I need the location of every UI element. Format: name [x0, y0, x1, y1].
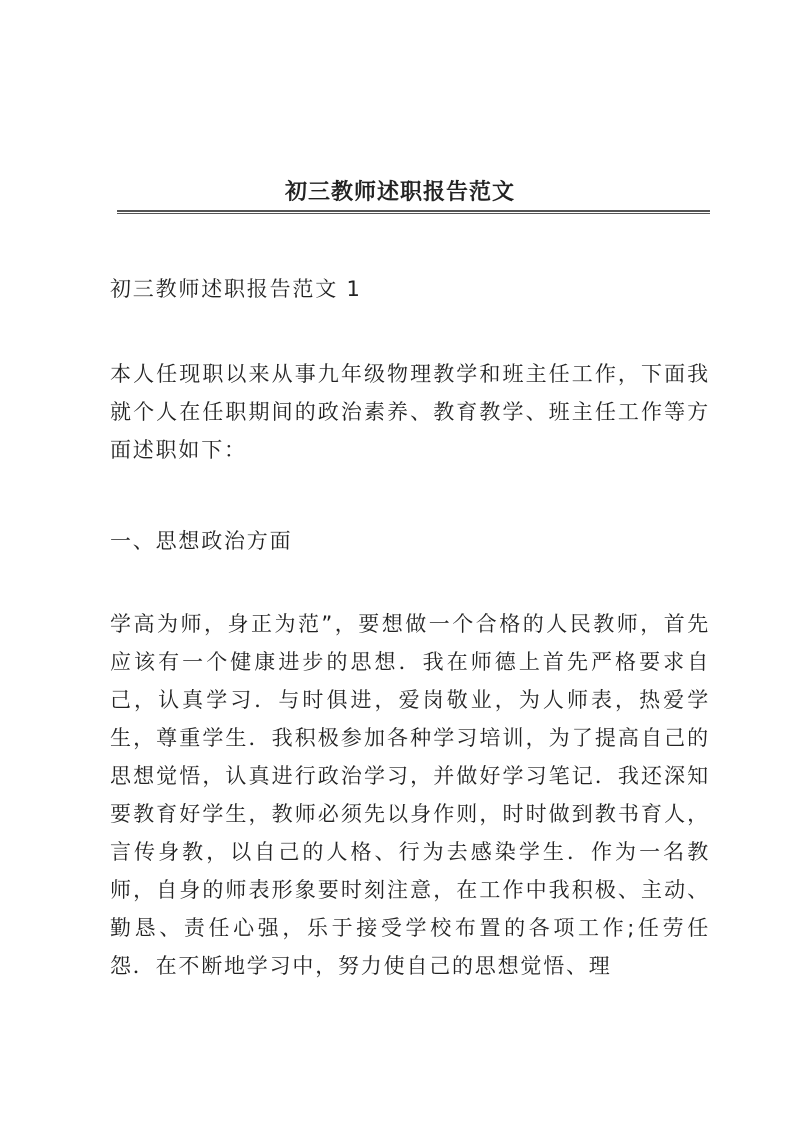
- section-heading: 一、思想政治方面: [110, 529, 293, 553]
- document-subtitle: 初三教师述职报告范文 1: [110, 277, 362, 301]
- intro-paragraph: 本人任现职以来从事九年级物理教学和班主任工作，下面我就个人在任职期间的政治素养、教育教学、班主任工作等方面述职如下：: [110, 362, 710, 462]
- document-title: 初三教师述职报告范文: [284, 178, 515, 205]
- body-paragraph: 学高为师，身正为范”，要想做一个合格的人民教师，首先应该有一个健康进步的思想．我在师德上首先严格要求自己，认真学习．与时俱进，爱岗敬业，为人师表，热爱学生，尊重学生．我积极参加各种学习培训，为了提高自己的思想觉悟，认真进行政治学习，并做好学习笔记．我还深知要教育好学生，教师必须先以身作则，时时做到教书育人，言传身教，以自己的人格、行为去感染学生．作为一名教师，自身的师表形象要时刻注意，在工作中我积极、主动、勤恳、责任心强，乐于接受学校布置的各项工作;任劳任怨．在不断地学习中，努力使自己的思想觉悟、理: [110, 612, 710, 978]
- title-divider: [117, 210, 710, 214]
